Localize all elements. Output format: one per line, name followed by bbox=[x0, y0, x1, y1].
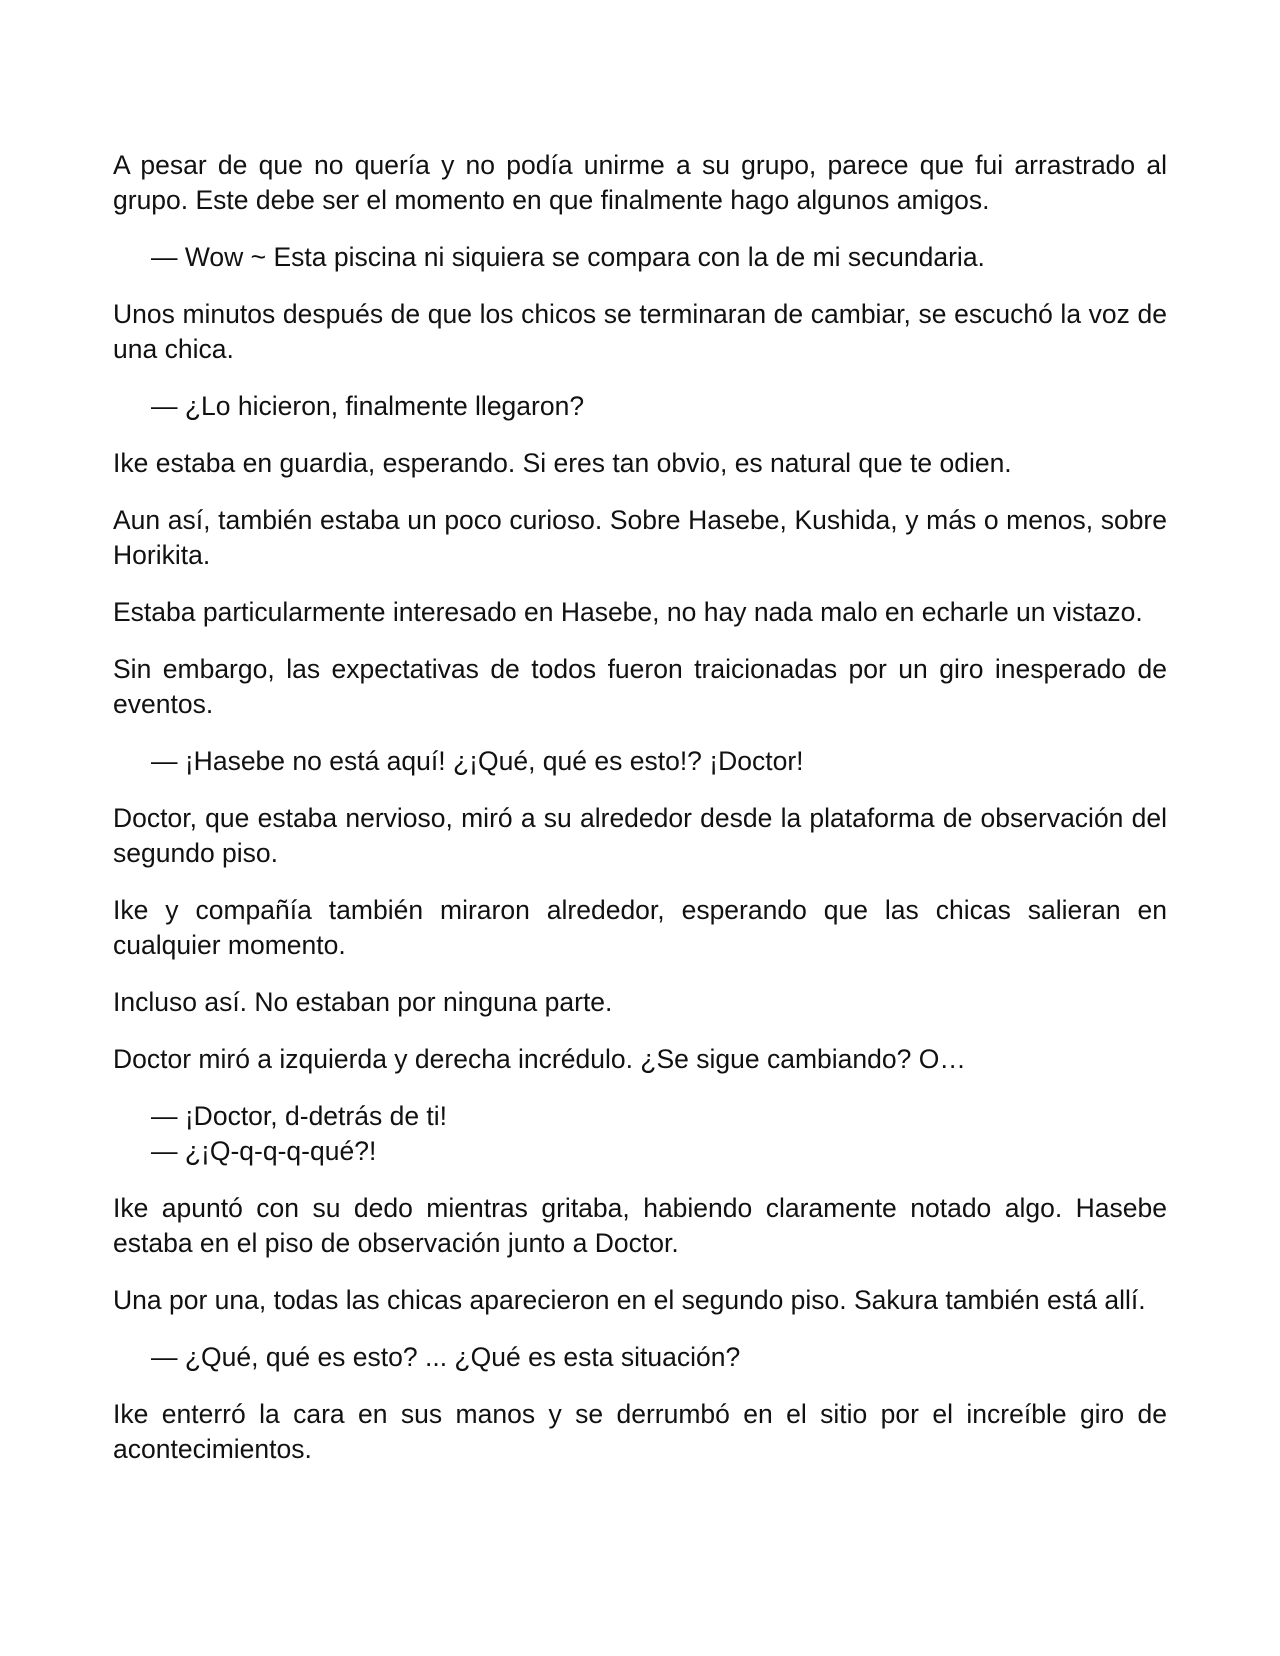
dialogue-line: — ¿Qué, qué es esto? ... ¿Qué es esta situación? bbox=[151, 1342, 741, 1372]
narration-paragraph: A pesar de que no quería y no podía unirme a su grupo, parece que fui arrastrado al grupo. Este debe ser el momento en que finalmente hago algunos amigos. bbox=[113, 150, 1167, 215]
dialogue-line: — ¡Hasebe no está aquí! ¿¡Qué, qué es esto!? ¡Doctor! bbox=[151, 746, 804, 776]
narration-paragraph: Ike enterró la cara en sus manos y se derrumbó en el sitio por el increíble giro de acontecimientos. bbox=[113, 1399, 1167, 1464]
narration-paragraph: Sin embargo, las expectativas de todos fueron traicionadas por un giro inesperado de eventos. bbox=[113, 654, 1167, 719]
narration-paragraph: Aun así, también estaba un poco curioso. Sobre Hasebe, Kushida, y más o menos, sobre Horikita. bbox=[113, 505, 1167, 570]
dialogue-line: — ¿Lo hicieron, finalmente llegaron? bbox=[151, 391, 585, 421]
narration-paragraph: Ike estaba en guardia, esperando. Si eres tan obvio, es natural que te odien. bbox=[113, 448, 1012, 478]
dialogue-line: — ¡Doctor, d-detrás de ti! bbox=[151, 1101, 448, 1131]
narration-paragraph: Doctor miró a izquierda y derecha incrédulo. ¿Se sigue cambiando? O… bbox=[113, 1044, 966, 1074]
narration-paragraph: Unos minutos después de que los chicos se terminaran de cambiar, se escuchó la voz de una chica. bbox=[113, 299, 1167, 364]
dialogue-line: — Wow ~ Esta piscina ni siquiera se compara con la de mi secundaria. bbox=[151, 242, 985, 272]
narration-paragraph: Ike y compañía también miraron alrededor, esperando que las chicas salieran en cualquier momento. bbox=[113, 895, 1167, 960]
narration-paragraph: Una por una, todas las chicas aparecieron en el segundo piso. Sakura también está allí. bbox=[113, 1285, 1146, 1315]
document-page bbox=[113, 148, 1167, 1489]
narration-paragraph: Ike apuntó con su dedo mientras gritaba, habiendo claramente notado algo. Hasebe estaba en el piso de observación junto a Doctor. bbox=[113, 1193, 1167, 1258]
narration-paragraph: Doctor, que estaba nervioso, miró a su alrededor desde la plataforma de observación del segundo piso. bbox=[113, 803, 1167, 868]
narration-paragraph: Estaba particularmente interesado en Hasebe, no hay nada malo en echarle un vistazo. bbox=[113, 597, 1143, 627]
dialogue-line: — ¿¡Q-q-q-q-qué?! bbox=[151, 1136, 377, 1166]
narration-paragraph: Incluso así. No estaban por ninguna parte. bbox=[113, 987, 613, 1017]
